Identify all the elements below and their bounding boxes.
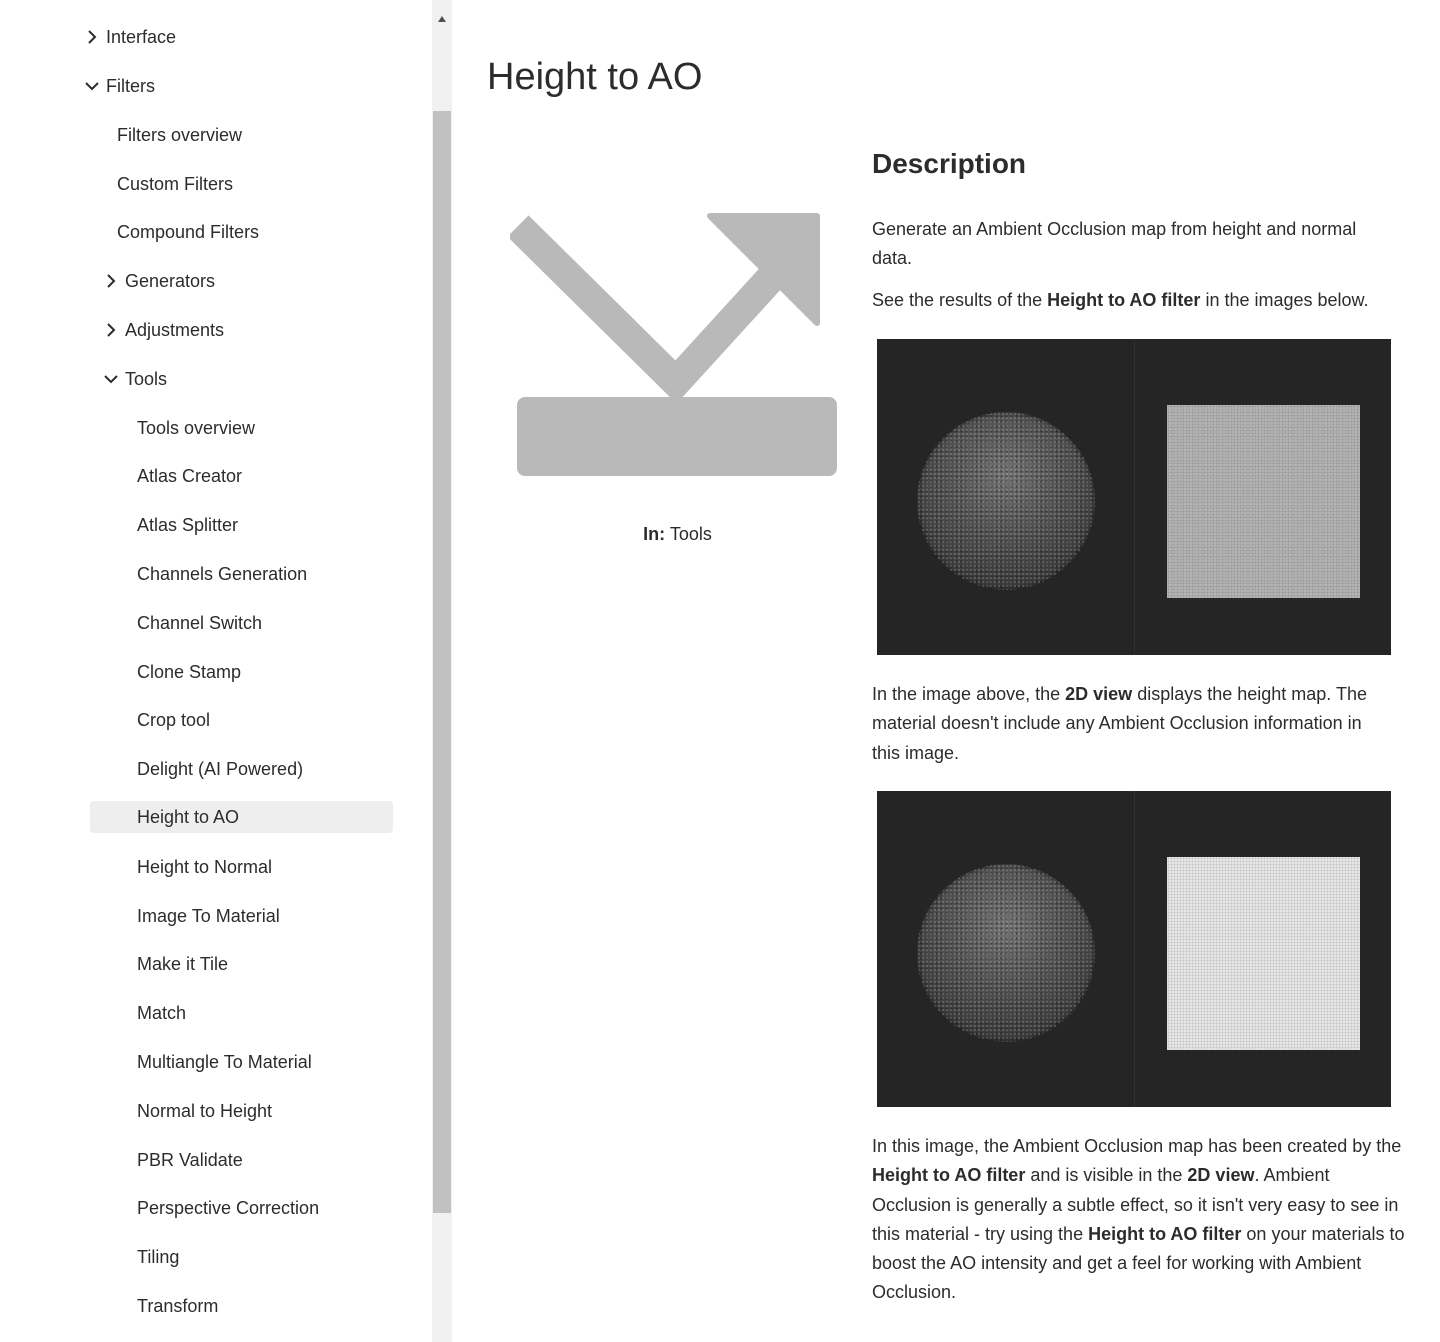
sidebar-item-label: Tiling [137, 1246, 180, 1267]
sidebar-item-label: Image To Material [137, 905, 280, 926]
sidebar-item-generators[interactable] [103, 265, 215, 297]
sidebar-item-custom-filters[interactable] [117, 168, 233, 200]
sidebar-item-filters-overview[interactable] [117, 119, 242, 151]
text: See the results of the [872, 290, 1048, 310]
result-image-ao-map [877, 791, 1391, 1107]
sidebar-item-clone-stamp[interactable] [137, 656, 241, 688]
sidebar-item-label: Filters overview [117, 124, 243, 145]
result-image-height-map [877, 339, 1391, 655]
sidebar-item-label: Crop tool [137, 709, 211, 730]
sidebar-item-pbr-validate[interactable] [137, 1144, 243, 1176]
sidebar-item-label: Height to AO [137, 806, 240, 827]
chevron-right-icon[interactable] [84, 29, 100, 45]
sidebar-item-label: Height to Normal [137, 856, 273, 877]
sidebar-item-height-to-normal[interactable] [137, 851, 272, 883]
sidebar-item-label: Generators [125, 270, 216, 291]
text: in the images below. [1200, 290, 1369, 310]
sidebar-item-interface[interactable] [84, 21, 176, 53]
ao-map-texture [1167, 857, 1360, 1050]
text: and is visible in the [1025, 1165, 1188, 1186]
description-paragraph-2 [872, 286, 1402, 315]
in-label: In: [643, 524, 666, 544]
viewport-divider [1134, 339, 1135, 655]
sidebar-item-label: Atlas Creator [137, 465, 243, 486]
bold-text: 2D view [1065, 684, 1133, 704]
bold-text: Height to AO filter [1047, 290, 1201, 310]
sidebar-item-label: Filters [106, 75, 155, 96]
sidebar-item-perspective-correction[interactable] [137, 1192, 319, 1224]
bold-text: Height to AO filter [1088, 1223, 1242, 1244]
sidebar-item-match[interactable] [137, 997, 186, 1029]
sidebar-item-label: Channel Switch [137, 612, 263, 633]
sidebar-item-label: Atlas Splitter [137, 514, 239, 535]
sidebar-item-transform[interactable] [137, 1290, 218, 1322]
category-line [630, 524, 725, 545]
sidebar-item-label: Interface [106, 26, 177, 47]
scrollbar-thumb[interactable] [433, 111, 451, 1213]
text: . Ambient Occlusion is generally a subtle effect, so it isn't very easy to see in this material - try using the [872, 1165, 1399, 1244]
sphere-texture [917, 412, 1095, 590]
sidebar-item-label: Clone Stamp [137, 661, 242, 682]
sidebar-item-label: Delight (AI Powered) [137, 758, 304, 779]
sidebar-item-image-to-material[interactable] [137, 900, 280, 932]
sidebar-item-label: Normal to Height [137, 1100, 273, 1121]
chevron-right-icon[interactable] [103, 322, 119, 338]
page-title: Height to AO [487, 56, 703, 98]
chevron-down-icon[interactable] [84, 78, 100, 94]
description-heading: Description [872, 148, 1027, 179]
sidebar-item-label: Transform [137, 1295, 219, 1316]
sidebar-item-compound-filters[interactable] [117, 216, 259, 248]
sidebar-nav [0, 0, 432, 1342]
viewport-divider [1134, 791, 1135, 1107]
chevron-right-icon[interactable] [103, 273, 119, 289]
text: In this image, the Ambient Occlusion map has been created by the [872, 1136, 1402, 1156]
sidebar-item-filters[interactable] [84, 70, 155, 102]
sidebar-item-label: PBR Validate [137, 1149, 243, 1170]
sidebar-item-tools-overview[interactable] [137, 412, 255, 444]
sidebar-item-make-it-tile[interactable] [137, 948, 228, 980]
sidebar-scrollbar[interactable] [432, 0, 452, 1342]
sidebar-item-atlas-splitter[interactable] [137, 509, 238, 541]
height-map-texture [1167, 405, 1360, 598]
sidebar-item-label: Tools [125, 368, 168, 389]
sidebar-item-label: Compound Filters [117, 221, 260, 242]
bold-text: Height to AO filter [872, 1165, 1026, 1186]
sidebar-item-delight[interactable] [137, 753, 303, 785]
text: on your materials to boost the AO intensity and get a feel for working with Ambient Occlusion. [872, 1223, 1405, 1303]
bold-text: 2D view [1187, 1165, 1255, 1186]
chevron-down-icon[interactable] [103, 371, 119, 387]
sidebar-item-channel-switch[interactable] [137, 607, 262, 639]
sidebar-item-label: Tools overview [137, 417, 256, 438]
in-value: Tools [669, 524, 712, 544]
description-paragraph-1: Generate an Ambient Occlusion map from height and normal data. [872, 219, 1357, 269]
sidebar-item-label: Channels Generation [137, 563, 308, 584]
sidebar-item-height-to-ao[interactable] [90, 801, 393, 833]
sidebar-item-channels-generation[interactable] [137, 558, 307, 590]
text: displays the height map. The material doesn't include any Ambient Occlusion information in this image. [872, 684, 1367, 763]
sphere-texture [917, 864, 1095, 1042]
text: In the image above, the [872, 684, 1066, 704]
sidebar-item-label: Custom Filters [117, 173, 234, 194]
height-to-ao-icon [510, 190, 845, 485]
sidebar-item-label: Multiangle To Material [137, 1051, 312, 1072]
scroll-up-arrow-icon[interactable] [432, 10, 452, 28]
sidebar-item-adjustments[interactable] [103, 314, 224, 346]
sidebar-item-multiangle-to-material[interactable] [137, 1046, 312, 1078]
sidebar-item-tiling[interactable] [137, 1241, 179, 1273]
sidebar-item-crop-tool[interactable] [137, 704, 210, 736]
description-paragraph-3 [872, 680, 1387, 768]
sidebar-item-label: Adjustments [125, 319, 225, 340]
sidebar-item-tools[interactable] [103, 363, 167, 395]
description-paragraph-4 [872, 1132, 1407, 1308]
sidebar-item-atlas-creator[interactable] [137, 460, 242, 492]
sidebar-item-label: Perspective Correction [137, 1197, 320, 1218]
sidebar-item-label: Make it Tile [137, 953, 229, 974]
sidebar-item-label: Match [137, 1002, 187, 1023]
sidebar-item-normal-to-height[interactable] [137, 1095, 272, 1127]
